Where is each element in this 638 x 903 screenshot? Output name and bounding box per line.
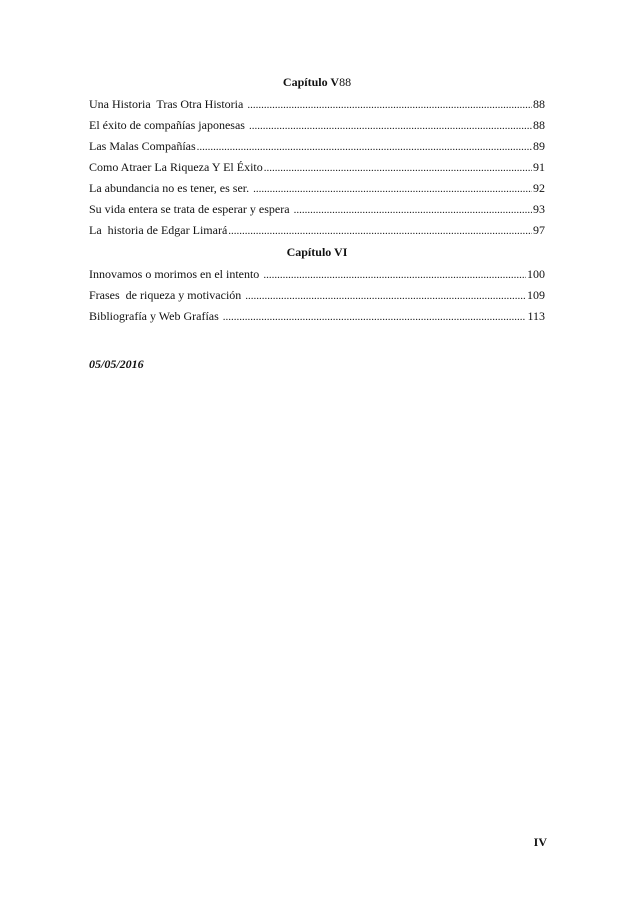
- toc-entry[interactable]: [89, 201, 545, 222]
- toc-entry[interactable]: [89, 308, 545, 329]
- toc-entry-title: La abundancia no es tener, es ser.: [89, 181, 253, 195]
- toc-entry[interactable]: [89, 159, 545, 180]
- page-number: IV: [533, 835, 547, 849]
- toc-entry-page: 109: [527, 288, 545, 302]
- toc-entry-title: El éxito de compañías japonesas: [89, 118, 248, 132]
- document-date: 05/05/2016: [89, 357, 144, 371]
- dot-leader: [263, 267, 526, 283]
- toc-entry-title: Las Malas Compañías: [89, 139, 196, 153]
- toc-entry-page: 91: [533, 160, 545, 174]
- chapter-6-heading: [89, 244, 545, 260]
- toc-entry-title: La historia de Edgar Limará: [89, 223, 228, 237]
- toc-entry-title: Bibliografía y Web Grafías: [89, 309, 222, 323]
- toc-entry-page: 88: [533, 97, 545, 111]
- toc-entry[interactable]: [89, 266, 545, 287]
- toc-entry-title: Frases de riqueza y motivación: [89, 288, 245, 302]
- toc-entry[interactable]: [89, 180, 545, 201]
- toc-entry-page: 88: [533, 118, 545, 132]
- toc-entry-page: 89: [533, 139, 545, 153]
- dot-leader: [253, 181, 532, 197]
- dot-leader: [223, 309, 527, 325]
- dot-leader: [228, 223, 532, 239]
- chapter-6-label: Capítulo VI: [286, 245, 348, 259]
- toc-entry-page: 113: [527, 309, 545, 323]
- dot-leader: [294, 202, 532, 218]
- toc-entry[interactable]: [89, 117, 545, 138]
- dot-leader: [197, 139, 532, 155]
- toc-entry-title: Su vida entera se trata de esperar y espera: [89, 202, 293, 216]
- toc-entry-page: 92: [533, 181, 545, 195]
- toc-entry[interactable]: [89, 287, 545, 308]
- toc-entry-page: 100: [527, 267, 545, 281]
- dot-leader: [245, 288, 526, 304]
- dot-leader: [249, 118, 532, 134]
- toc-entry[interactable]: [89, 96, 545, 117]
- dot-leader: [247, 97, 532, 113]
- dot-leader: [264, 160, 532, 176]
- toc-entry-page: 97: [533, 223, 545, 237]
- toc-entry[interactable]: [89, 138, 545, 159]
- chapter-5-heading: [89, 74, 545, 90]
- toc-entry-title: Una Historia Tras Otra Historia: [89, 97, 247, 111]
- toc-entry-title: Como Atraer La Riqueza Y El Éxito: [89, 160, 263, 174]
- chapter-5-toc: [89, 96, 545, 243]
- toc-entry-title: Innovamos o morimos en el intento: [89, 267, 263, 281]
- chapter-5-label: Capítulo V: [282, 75, 340, 89]
- toc-entry[interactable]: [89, 222, 545, 243]
- chapter-5-page: 88: [339, 75, 352, 89]
- chapter-6-toc: [89, 266, 545, 329]
- toc-entry-page: 93: [533, 202, 545, 216]
